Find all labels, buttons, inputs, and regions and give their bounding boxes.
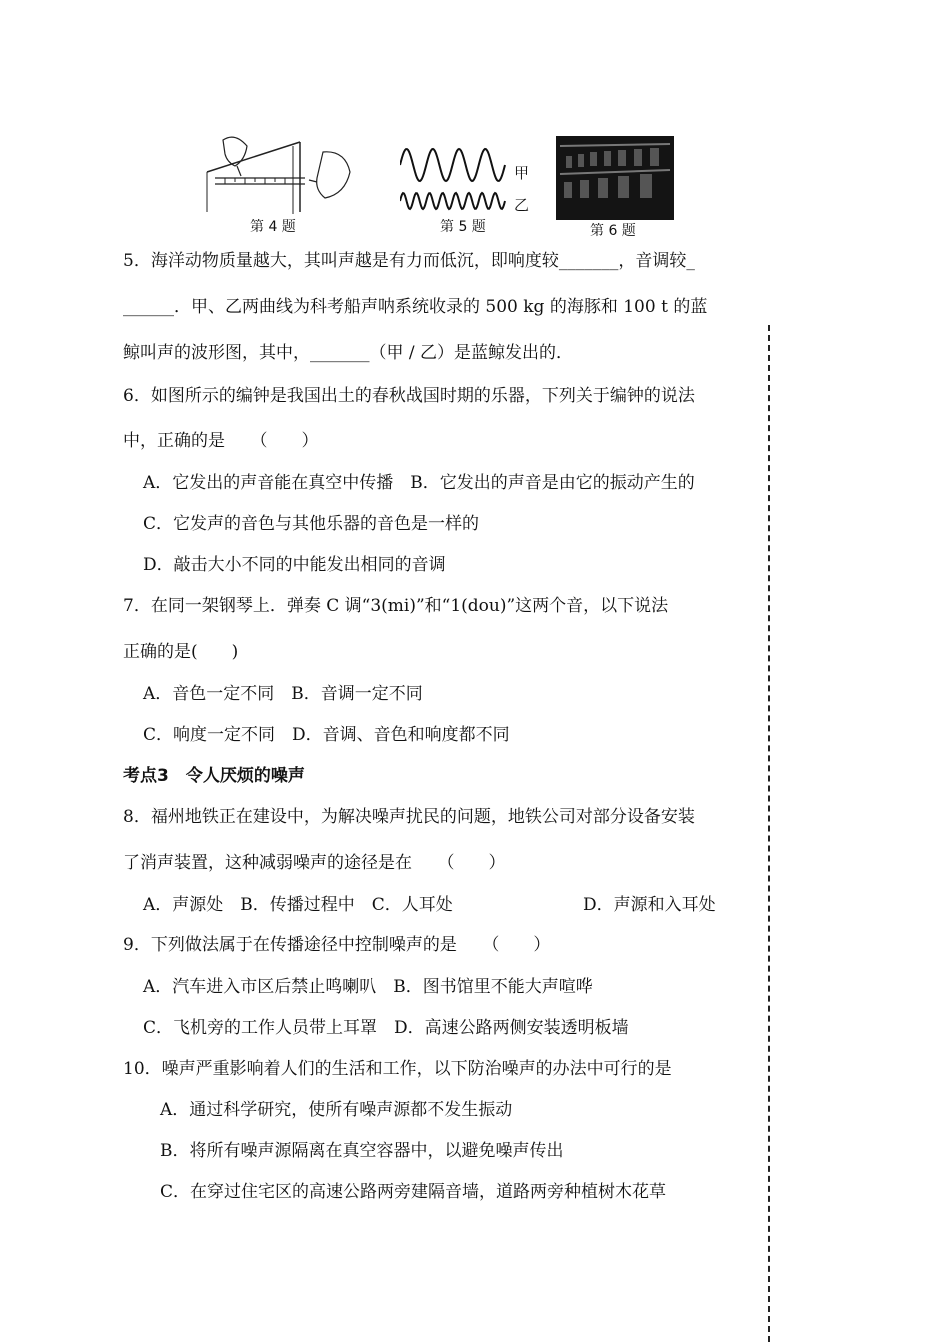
q10-option-a: A．通过科学研究，使所有噪声源都不发生振动 xyxy=(160,1100,513,1120)
q5-line-2: ______．甲、乙两曲线为科考船声呐系统收录的 500 kg 的海豚和 100 t 的蓝 xyxy=(123,297,708,317)
q9-line-1: 9．下列做法属于在传播途径中控制噪声的是 （ ） xyxy=(123,935,551,955)
figure-5-label-yi: 乙 xyxy=(514,196,530,214)
margin-dashed-line xyxy=(768,325,770,1342)
figure-5-waveform-image xyxy=(400,145,510,215)
q7-line-1: 7．在同一架钢琴上．弹奏 C 调“3(mi)”和“1(dou)”这两个音，以下说法 xyxy=(123,596,669,616)
q6-line-2: 中，正确的是 （ ） xyxy=(123,431,319,451)
q10-option-b: B．将所有噪声源隔离在真空容器中，以避免噪声传出 xyxy=(160,1141,564,1161)
q7-line-2: 正确的是( ) xyxy=(123,642,239,662)
q8-line-1: 8．福州地铁正在建设中，为解决噪声扰民的问题，地铁公司对部分设备安装 xyxy=(123,807,695,827)
q7-option-a-b: A．音色一定不同 B．音调一定不同 xyxy=(143,684,423,704)
figure-5-label-jia: 甲 xyxy=(514,164,530,182)
q5-line-1: 5．海洋动物质量越大，其叫声越是有力而低沉，即响度较_______，音调较_ xyxy=(123,251,695,271)
q8-option-d: D．声源和入耳处 xyxy=(583,895,716,915)
q7-option-c-d: C．响度一定不同 D．音调、音色和响度都不同 xyxy=(143,725,510,745)
section-3-heading: 考点3 令人厌烦的噪声 xyxy=(123,766,305,786)
q9-option-c-d: C．飞机旁的工作人员带上耳罩 D．高速公路两侧安装透明板墙 xyxy=(143,1018,629,1038)
q8-option-a-c: A．声源处 B．传播过程中 C．人耳处 xyxy=(143,895,453,915)
figure-4-caption: 第 4 题 xyxy=(250,219,296,235)
q8-line-2: 了消声装置，这种减弱噪声的途径是在 （ ） xyxy=(123,853,506,873)
figure-4-ruler-image xyxy=(205,132,355,220)
q10-line-1: 10．噪声严重影响着人们的生活和工作，以下防治噪声的办法中可行的是 xyxy=(123,1059,672,1079)
q6-option-a-b: A．它发出的声音能在真空中传播 B．它发出的声音是由它的振动产生的 xyxy=(143,473,695,493)
q6-option-d: D．敲击大小不同的中能发出相同的音调 xyxy=(143,555,446,575)
figure-6-bianzhong-photo xyxy=(556,136,674,220)
q5-line-3: 鲸叫声的波形图，其中，_______（甲 / 乙）是蓝鲸发出的． xyxy=(123,343,574,363)
figure-5-caption: 第 5 题 xyxy=(440,219,486,235)
q10-option-c: C．在穿过住宅区的高速公路两旁建隔音墙，道路两旁种植树木花草 xyxy=(160,1182,667,1202)
q6-line-1: 6．如图所示的编钟是我国出土的春秋战国时期的乐器，下列关于编钟的说法 xyxy=(123,386,695,406)
q6-option-c: C．它发声的音色与其他乐器的音色是一样的 xyxy=(143,514,480,534)
q9-option-a-b: A．汽车进入市区后禁止鸣喇叭 B．图书馆里不能大声喧哗 xyxy=(143,977,593,997)
figure-6-caption: 第 6 题 xyxy=(590,223,636,239)
